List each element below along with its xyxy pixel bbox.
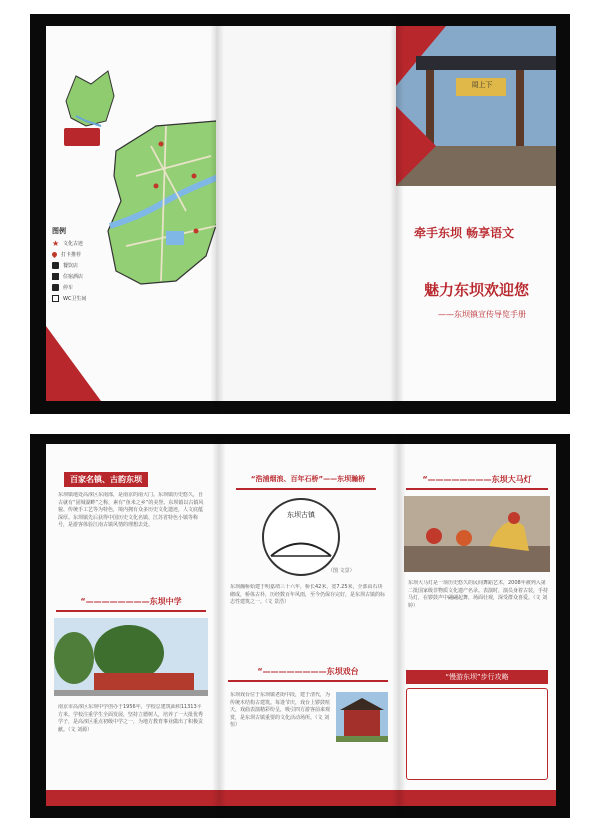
bridge-icon [266, 526, 336, 566]
hotel-icon [52, 273, 59, 280]
legend-title: 图例 [52, 227, 66, 235]
legend-label: 住宿酒店 [63, 274, 84, 280]
section-body: 东坝戏台位于东坝镇老街中段，建于清代，为传统木结构古建筑。每逢节庆，戏台上锣鼓喧天，戏曲表演精彩纷呈，吸引四方游客前来观赏，是东坝古镇重要的文化活动场所。（文 刘恒） [230, 692, 330, 728]
pin-icon [51, 251, 58, 258]
horse-lantern-photo [404, 496, 550, 572]
stamp-text: 东坝古镇 [287, 511, 315, 519]
legend-label: WC卫生间 [63, 296, 87, 302]
brochure-outside-sheet [30, 14, 570, 414]
brochure-inside-sheet [30, 434, 570, 818]
cover-panel [396, 26, 556, 401]
cover-subtitle: ——东坝镇宣传导览手册 [438, 310, 526, 319]
inset-label-tag [64, 128, 100, 146]
fold-shadow [212, 434, 226, 818]
section-body: 东坝镇地处高淳区东南部，是南京的南大门。东坝镇历史悠久，自古就有“固城湖畔”之称，素有“鱼米之乡”的美誉。东坝镇以古镇风貌、传统手工艺等为特色，境内拥有众多历史文化遗迹，人文底蕴深厚。东坝镇先后获得中国历史文化名镇、江苏省特色小镇等称号，是游客体验江南古镇风情的理想去处。 [58, 492, 204, 528]
legend-label: 餐饮店 [63, 263, 79, 269]
underline [406, 488, 548, 490]
legend-item [52, 249, 122, 260]
section-title: “————————东坝大马灯 [422, 475, 532, 484]
bridge-stamp [262, 498, 340, 576]
walking-guide-box [406, 688, 548, 780]
section-title: “浩浦烟浪、百年石桥”——东坝瀚桥 [250, 475, 366, 483]
parking-icon [52, 284, 59, 291]
gate-plaque: 周上下 [471, 81, 493, 89]
section-body: 东坝瀚桥始建于明嘉靖三十六年，桥长42米，宽7.25米，全部由石块砌成，桥体古朴，历经数百年风雨，至今仍保存完好，是东坝古镇的标志性建筑之一。（文 景浩） [230, 584, 386, 605]
fold-shadow [210, 14, 224, 414]
legend-item [52, 260, 122, 271]
inside-left-panel [46, 444, 218, 790]
map-legend [52, 226, 122, 304]
section-body: 东坝大马灯是一项历史悠久的民间舞蹈艺术，2008年被列入第二批国家级非物质文化遗产名录。表演时，演员身着古装，手持马灯，在锣鼓声中翩翩起舞，场面壮观，深受群众喜爱。（文 刘婷） [408, 580, 548, 609]
school-photo [54, 618, 208, 696]
legend-label: 文化古迹 [63, 241, 84, 247]
legend-item [52, 271, 122, 282]
map-panel [46, 26, 216, 401]
bottom-band [46, 790, 556, 806]
opera-stage-photo [336, 692, 388, 742]
cover-title: 魅力东坝欢迎您 [424, 281, 530, 299]
toilet-icon [52, 295, 59, 302]
fold-shadow [392, 434, 406, 818]
underline [228, 680, 388, 682]
legend-item [52, 238, 122, 249]
restaurant-icon [52, 262, 59, 269]
underline [236, 488, 376, 490]
legend-label: 停车 [63, 285, 74, 291]
section-title: “————————东坝戏台 [257, 667, 359, 676]
inside-right-panel [398, 444, 556, 790]
section-title: “慢游东坝”步行攻略 [445, 673, 509, 681]
section-body: 南京市高淳区东坝中学创办于1956年，学校总建筑面积11313平方米。学校注重学生全面发展，坚持立德树人，培养了一大批优秀学子，是高淳区重点初级中学之一，为地方教育事业做出了积极贡献。（文 刘源） [58, 704, 204, 733]
star-icon: ★ [52, 239, 60, 248]
section-title: “————————东坝中学 [80, 597, 182, 606]
legend-item [52, 282, 122, 293]
inside-middle-panel [218, 444, 398, 790]
section-title: 百家名镇、古韵东坝 [64, 472, 148, 487]
fold-shadow [390, 14, 404, 414]
stamp-caption: （图 文景） [328, 568, 355, 574]
walking-guide-header [406, 670, 548, 684]
legend-label: 打卡推荐 [61, 252, 82, 258]
corner-triangle [46, 326, 101, 401]
slogan: 牵手东坝 畅享语文 [414, 226, 515, 240]
middle-panel [216, 26, 396, 401]
gate-photo [396, 26, 556, 186]
underline [56, 610, 206, 612]
legend-item [52, 293, 122, 304]
